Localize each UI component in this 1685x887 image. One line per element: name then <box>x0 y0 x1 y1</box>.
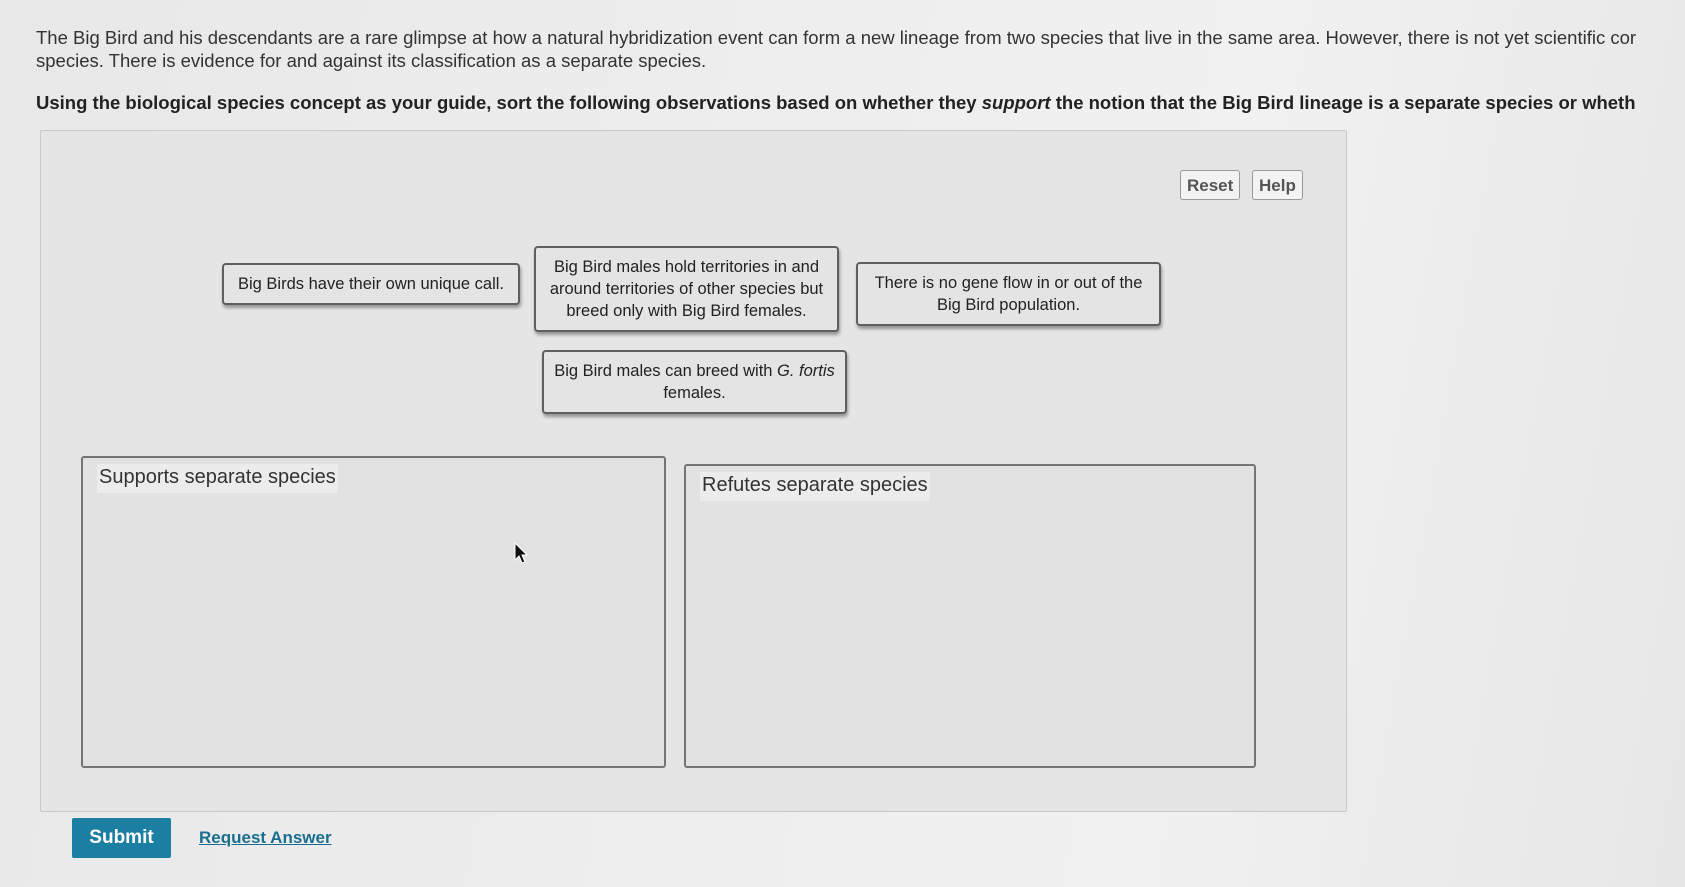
request-answer-link[interactable]: Request Answer <box>199 828 332 847</box>
intro-paragraph <box>36 26 1676 72</box>
tile-breed-fortis-species: G. fortis <box>777 362 835 380</box>
tile-unique-call-text: Big Birds have their own unique call. <box>238 275 504 293</box>
tile-breed-fortis[interactable] <box>542 350 847 414</box>
tile-gene-flow[interactable] <box>856 262 1161 326</box>
tile-territories[interactable] <box>534 246 839 332</box>
dropzone-refutes-label: Refutes separate species <box>700 472 930 501</box>
reset-button[interactable]: Reset <box>1180 170 1240 200</box>
tile-territories-text: Big Bird males hold territories in and around territories of other species but breed only with Big Bird females. <box>549 258 824 320</box>
tile-unique-call[interactable] <box>222 263 520 305</box>
instruction-before: Using the biological species concept as your guide, sort the following observations based on whether they <box>36 92 982 113</box>
intro-line-2: species. There is evidence for and against its classification as a separate species. <box>36 50 707 71</box>
submit-button[interactable]: Submit <box>72 818 171 858</box>
instruction-after: the notion that the Big Bird lineage is a separate species or wheth <box>1050 92 1636 113</box>
dropzone-supports[interactable] <box>81 456 666 768</box>
dropzone-refutes[interactable] <box>684 464 1256 768</box>
help-button[interactable]: Help <box>1252 170 1303 200</box>
tile-breed-fortis-post: females. <box>663 384 726 402</box>
intro-line-1: The Big Bird and his descendants are a rare glimpse at how a natural hybridization event can form a new lineage from two species that live in the same area. However, there is not yet scientific cor <box>36 27 1637 48</box>
dropzone-supports-label: Supports separate species <box>97 464 338 493</box>
tile-gene-flow-text: There is no gene flow in or out of the Big Bird population. <box>874 274 1143 314</box>
tile-breed-fortis-text <box>552 360 837 404</box>
instruction-emphasis: support <box>981 92 1051 113</box>
tile-breed-fortis-pre: Big Bird males can breed with <box>554 362 778 380</box>
instruction-text <box>36 92 1676 114</box>
arrow-cursor-icon <box>514 542 530 566</box>
